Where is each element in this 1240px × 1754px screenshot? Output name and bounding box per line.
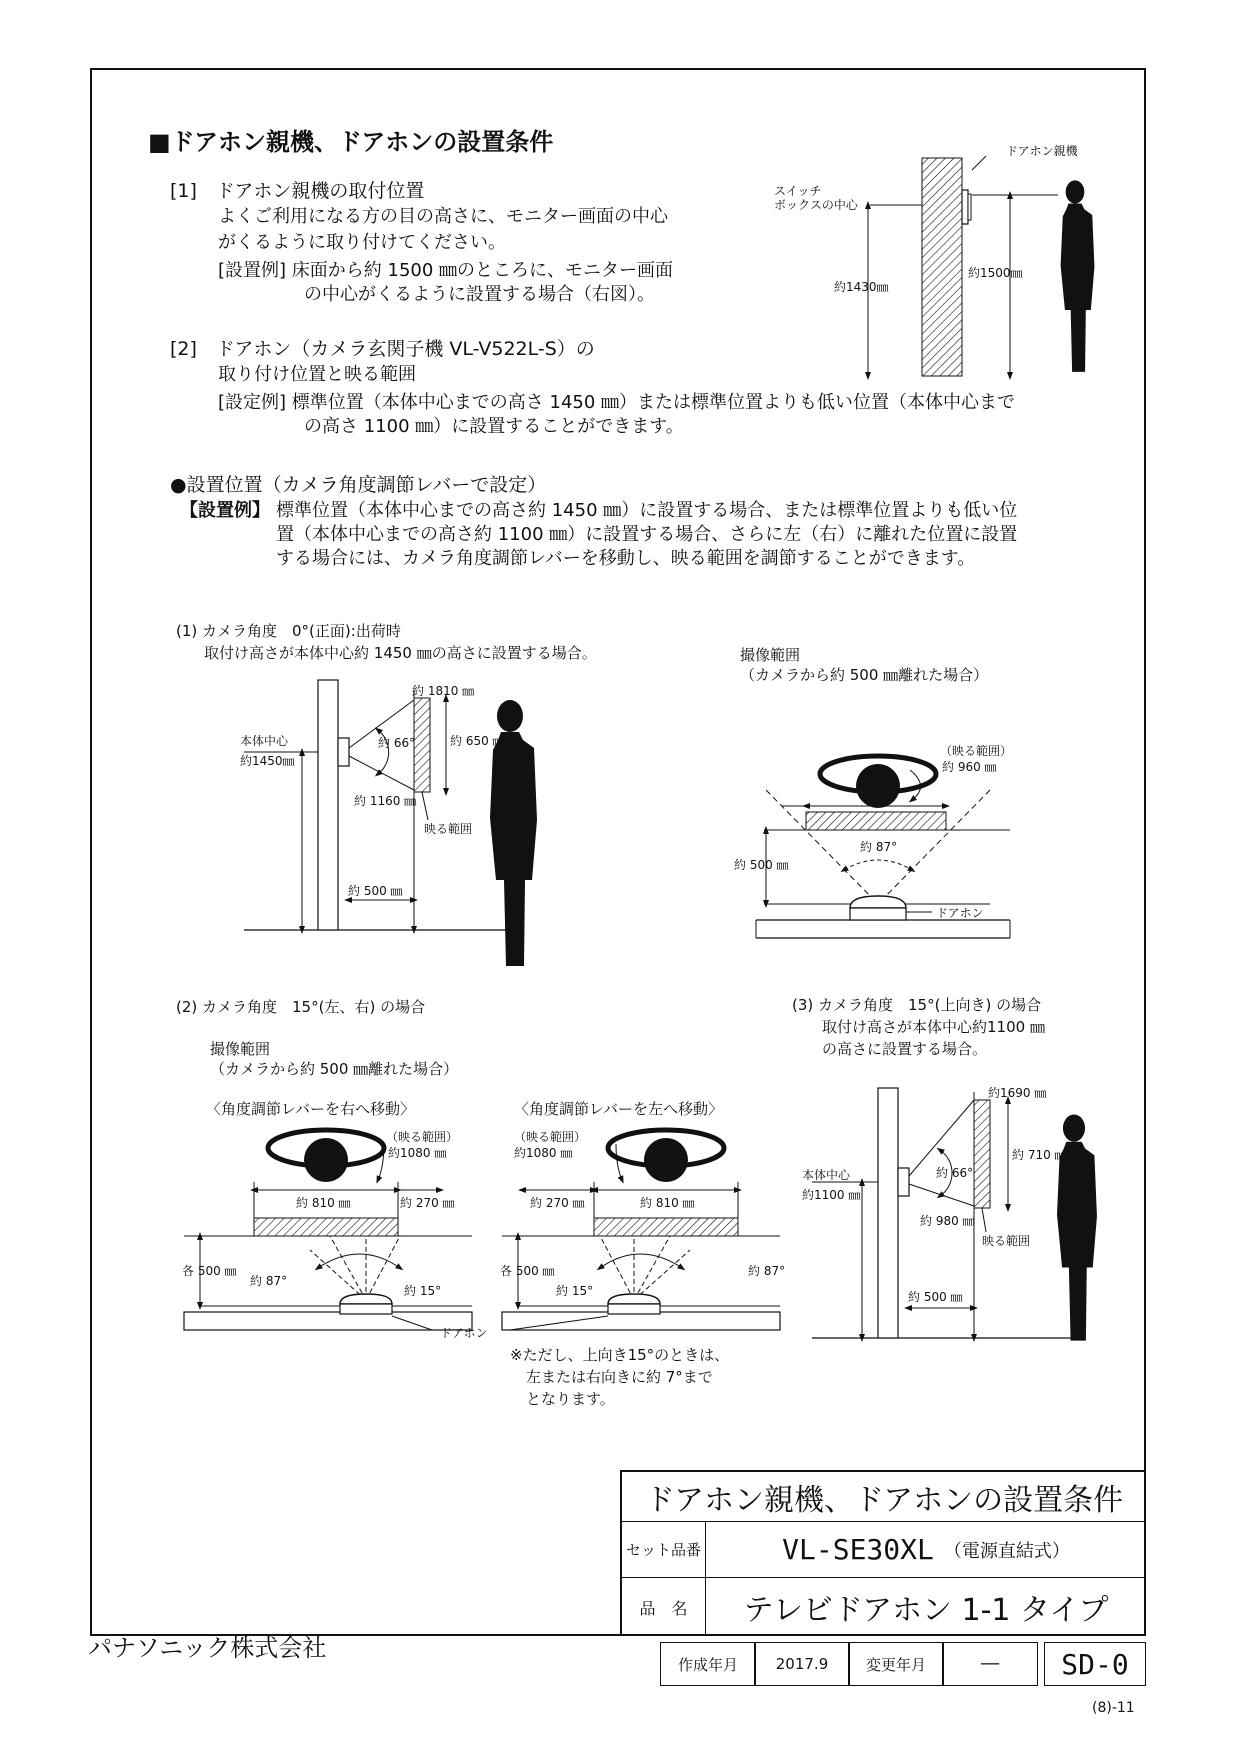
- fig2-note-2: 左または右向きに約 7°まで: [526, 1368, 713, 1386]
- fig0-wall: [922, 158, 962, 376]
- sec1-body-1: よくご利用になる方の目の高さに、モニター画面の中心: [218, 206, 668, 227]
- sec3-example-3: する場合には、カメラ角度調節レバーを移動し、映る範囲を調節することができます。: [276, 548, 976, 569]
- fig1b-range-2: 約 960 ㎜: [942, 760, 997, 774]
- fig1b-subtitle: （カメラから約 500 ㎜離れた場合）: [740, 666, 989, 684]
- fig0-label-unit: ドアホン親機: [1006, 144, 1078, 158]
- fig1-subtitle: 取付け高さが本体中心約 1450 ㎜の高さに設置する場合。: [204, 644, 597, 662]
- fig1-angle-66: 約 66°: [378, 736, 416, 750]
- fig2-l-width-810: 約 810 ㎜: [640, 1196, 695, 1210]
- fig1-center-label: 本体中心: [240, 734, 289, 748]
- fig1-height-1450: 約1450㎜: [240, 754, 295, 768]
- sec1-example-2: の中心がくるように設置する場合（右図）。: [304, 284, 655, 305]
- fig1-distance-500: 約 500 ㎜: [348, 884, 403, 898]
- drawing-code: SD-0: [1044, 1642, 1146, 1686]
- sec1-example-1: [設置例] 床面から約 1500 ㎜のところに、モニター画面: [218, 260, 674, 281]
- fig2-r-angle-15: 約 15°: [404, 1284, 442, 1298]
- fig2-r-range-1: （映る範囲）: [386, 1130, 459, 1144]
- product-name-value: テレビドアホン 1-1 タイプ: [743, 1593, 1109, 1628]
- fig3-low-980: 約 980 ㎜: [920, 1214, 975, 1228]
- created-label: 作成年月: [660, 1642, 756, 1686]
- fig2-r-width-270: 約 270 ㎜: [400, 1196, 455, 1210]
- fig3-span-710: 約 710 ㎜: [1012, 1148, 1067, 1162]
- sec3-example-2: 置（本体中心までの高さ約 1100 ㎜）に設置する場合、さらに左（右）に離れた位置に設置: [276, 524, 1018, 545]
- fig3-angle-66: 約 66°: [936, 1166, 974, 1180]
- fig1b-angle-87: 約 87°: [860, 840, 898, 854]
- fig1-low-1160: 約 1160 ㎜: [354, 794, 417, 808]
- set-number-value-cell: [706, 1522, 1146, 1578]
- fig1-range-label: 映る範囲: [424, 822, 473, 836]
- fig2-title: (2) カメラ角度 15°(左、右) の場合: [176, 998, 426, 1016]
- set-number-note: （電源直結式）: [943, 1540, 1070, 1562]
- fig3-range-label: 映る範囲: [982, 1234, 1031, 1248]
- fig2-subtitle-2: （カメラから約 500 ㎜離れた場合）: [210, 1060, 459, 1078]
- fig3-title: (3) カメラ角度 15°(上向き) の場合: [792, 996, 1042, 1014]
- fig3-height-1100: 約1100 ㎜: [802, 1188, 861, 1202]
- set-number-value: VL-SE30XL: [782, 1533, 934, 1566]
- fig2-l-range-2: 約1080 ㎜: [514, 1146, 573, 1160]
- fig0-monitor-unit: [962, 190, 968, 224]
- title-block: [620, 1470, 1146, 1636]
- fig3-top-1690: 約1690 ㎜: [988, 1086, 1047, 1100]
- fig2-r-each-500: 各 500 ㎜: [182, 1264, 237, 1278]
- fig2-l-angle-15: 約 15°: [556, 1284, 594, 1298]
- fig3-subtitle-2: の高さに設置する場合。: [822, 1040, 988, 1058]
- fig1-top-1810: 約 1810 ㎜: [412, 684, 475, 698]
- fig1b-title: 撮像範囲: [740, 646, 801, 664]
- sec2-title: [2] ドアホン（カメラ玄関子機 VL-V522L-S）の: [170, 338, 595, 360]
- fig0-dim-1430: 約1430㎜: [834, 280, 889, 294]
- fig1-span-650: 約 650 ㎜: [450, 734, 505, 748]
- fig0-dim-1500: 約1500㎜: [968, 266, 1023, 280]
- fig2-left-move: 〈角度調節レバーを左へ移動〉: [514, 1100, 723, 1118]
- sec2-title-2: 取り付け位置と映る範囲: [218, 364, 416, 385]
- changed-label: 変更年月: [848, 1642, 944, 1686]
- fig2-r-angle-87: 約 87°: [250, 1274, 288, 1288]
- sec3-title: ●設置位置（カメラ角度調節レバーで設定）: [170, 474, 547, 496]
- title-block-title: ドアホン親機、ドアホンの設置条件: [622, 1472, 1146, 1522]
- fig1b-distance-500: 約 500 ㎜: [734, 858, 789, 872]
- fig0-label-switch-1: スイッチ: [774, 184, 822, 198]
- sec2-example-1: [設定例] 標準位置（本体中心までの高さ 1450 ㎜）または標準位置よりも低い位置（本体中心まで: [218, 392, 1016, 413]
- fig1-post: [318, 680, 338, 930]
- fig2-doorphone: ドアホン: [440, 1326, 488, 1340]
- fig1-camera: [338, 738, 349, 766]
- fig3-subtitle-1: 取付け高さが本体中心約1100 ㎜: [822, 1018, 1045, 1036]
- fig1b-doorphone: ドアホン: [936, 906, 984, 920]
- fig2-note-1: ※ただし、上向き15°のときは、: [510, 1346, 730, 1364]
- page-number: (8)-11: [1092, 1700, 1135, 1716]
- fig3-distance-500: 約 500 ㎜: [908, 1290, 963, 1304]
- fig0-label-switch-2: ボックスの中心: [774, 198, 858, 212]
- changed-value: ──: [942, 1642, 1038, 1686]
- fig2-r-width-810: 約 810 ㎜: [296, 1196, 351, 1210]
- main-heading: ■ドアホン親機、ドアホンの設置条件: [148, 128, 554, 156]
- fig2-subtitle-1: 撮像範囲: [210, 1040, 271, 1058]
- sec2-example-2: の高さ 1100 ㎜）に設置することができます。: [304, 416, 684, 437]
- fig1-range-block: [414, 698, 430, 792]
- company-name: パナソニック株式会社: [88, 1634, 327, 1662]
- sec3-example-1: 標準位置（本体中心までの高さ約 1450 ㎜）に設置する場合、または標準位置よりも低い位: [276, 500, 1018, 521]
- fig1b-range-1: （映る範囲）: [940, 744, 1013, 758]
- fig2-l-angle-87: 約 87°: [748, 1264, 786, 1278]
- sec1-body-2: がくるように取り付けてください。: [218, 232, 506, 253]
- sec1-title: [1] ドアホン親機の取付位置: [170, 180, 425, 202]
- fig2-l-each-500: 各 500 ㎜: [500, 1264, 555, 1278]
- fig2-right-move: 〈角度調節レバーを右へ移動〉: [206, 1100, 415, 1118]
- fig2-l-range-1: （映る範囲）: [514, 1130, 587, 1144]
- fig1b-range-block: [806, 812, 946, 830]
- sec3-example-label: 【設置例】: [180, 500, 270, 521]
- fig2-note-3: となります。: [526, 1390, 615, 1408]
- fig2-r-range-2: 約1080 ㎜: [388, 1146, 447, 1160]
- created-value: 2017.9: [754, 1642, 850, 1686]
- fig2-l-width-270: 約 270 ㎜: [530, 1196, 585, 1210]
- fig1-title: (1) カメラ角度 0°(正面):出荷時: [176, 622, 401, 640]
- set-number-label: セット品番: [622, 1522, 706, 1578]
- fig3-center-label: 本体中心: [802, 1168, 851, 1182]
- fig1-side-diagram: [244, 680, 537, 966]
- product-name-label: 品 名: [622, 1578, 706, 1636]
